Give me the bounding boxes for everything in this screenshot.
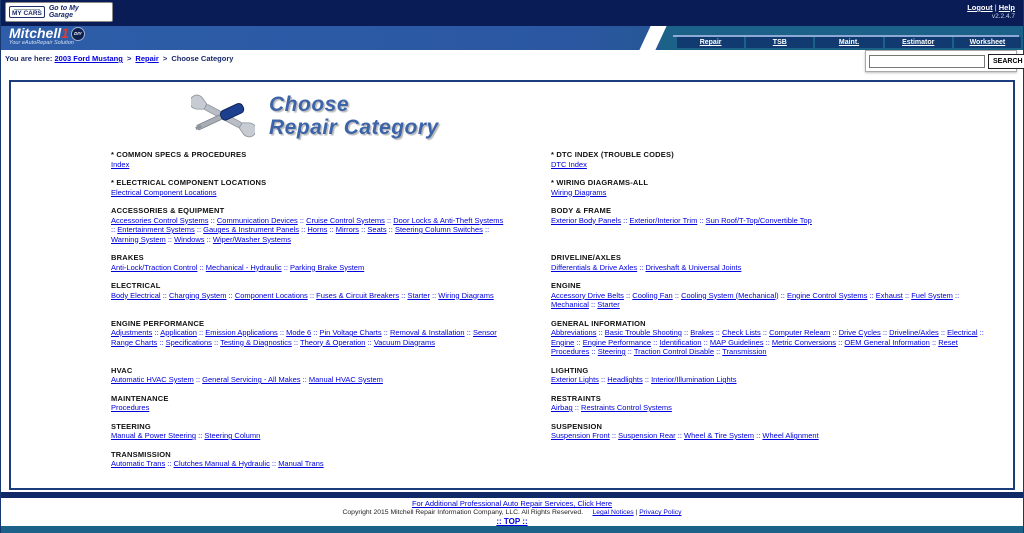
category-link[interactable]: Wheel Alignment [762, 431, 819, 440]
category-link[interactable]: Pin Voltage Charts [319, 328, 382, 337]
top-link[interactable]: :: TOP :: [496, 517, 528, 526]
link-separator: :: [211, 337, 221, 347]
link-separator: :: [165, 234, 175, 244]
category-link[interactable]: General Servicing - All Makes [202, 375, 301, 384]
category-links [551, 188, 997, 198]
category-section [551, 178, 997, 197]
link-separator: :: [938, 328, 948, 337]
category-title: MAINTENANCE [111, 393, 169, 403]
category-title: ENGINE PERFORMANCE [111, 318, 205, 328]
category-link[interactable]: Parking Brake System [290, 262, 365, 272]
link-separator: :: [193, 375, 203, 384]
link-separator: :: [297, 215, 307, 225]
additional-services-link[interactable]: For Additional Professional Auto Repair Services, Click Here [411, 499, 613, 508]
category-section [551, 394, 997, 413]
category-link[interactable]: Engine Control Systems [786, 290, 868, 300]
category-link[interactable]: Engine Performance [582, 337, 652, 347]
link-separator: :: [226, 290, 235, 300]
category-link[interactable]: MAP Guidelines [709, 337, 764, 347]
category-link[interactable]: Wiring Diagrams [438, 290, 494, 300]
category-title: SUSPENSION [551, 421, 603, 431]
link-separator: :: [311, 328, 320, 337]
link-separator: :: [429, 290, 439, 300]
category-link[interactable]: Reset Procedures [551, 337, 958, 356]
category-link[interactable]: Clutches Manual & Hydraulic [173, 459, 270, 468]
category-section [551, 366, 997, 385]
link-separator: :: [754, 431, 763, 440]
search-panel [865, 50, 1023, 72]
breadcrumb-current: Choose Category [171, 54, 234, 63]
category-link[interactable]: Procedures [111, 403, 150, 412]
my-cars-plate-icon [9, 6, 45, 18]
category-title: ENGINE [551, 281, 581, 290]
category-link[interactable]: Sun Roof/T-Top/Convertible Top [705, 215, 812, 225]
category-link[interactable]: Airbag [551, 403, 573, 412]
brand-one: 1 [61, 25, 69, 41]
category-link[interactable]: Theory & Operation [300, 337, 366, 347]
link-separator: :: [675, 431, 685, 440]
category-link[interactable]: Manual & Power Steering [111, 431, 197, 440]
category-links [111, 328, 509, 347]
category-link[interactable]: Adjustments [111, 328, 153, 337]
link-separator: :: [977, 328, 984, 337]
category-link[interactable]: Transmission [722, 347, 767, 356]
link-separator: :: [902, 290, 912, 300]
link-separator: :: [760, 328, 770, 337]
category-link[interactable]: Abbreviations [551, 328, 597, 337]
category-title: DRIVELINE/AXLES [551, 253, 622, 262]
category-link[interactable]: Interior/Illumination Lights [651, 375, 737, 384]
category-section [551, 281, 997, 310]
link-separator: :: [672, 290, 682, 300]
category-title: ACCESSORIES & EQUIPMENT [111, 206, 225, 215]
sub-header-row [1, 50, 1023, 78]
link-separator: :: [365, 337, 374, 347]
tab-strip [659, 26, 1023, 50]
link-separator: :: [197, 262, 206, 272]
top-bar [1, 0, 1023, 26]
category-links [551, 160, 997, 170]
link-separator: :: [157, 337, 166, 347]
category-link[interactable]: Basic Trouble Shooting [604, 328, 682, 337]
category-link[interactable]: Mode 6 [286, 328, 312, 337]
crossed-tools-icon [191, 91, 255, 141]
breadcrumb-repair-link[interactable]: Repair [135, 54, 159, 63]
tab-estimator[interactable]: Estimator [885, 37, 952, 48]
category-link[interactable]: Check Lists [721, 328, 761, 337]
help-link[interactable]: Help [998, 3, 1015, 12]
category-section [111, 319, 509, 357]
category-link[interactable]: Entertainment Systems [117, 225, 195, 234]
category-link[interactable]: Wheel & Tire System [684, 431, 755, 440]
tab-worksheet[interactable]: Worksheet [954, 37, 1021, 48]
link-separator: :: [464, 328, 473, 337]
category-links [111, 263, 509, 273]
category-link[interactable]: Mechanical - Hydraulic [205, 262, 282, 272]
category-link[interactable]: Seats [367, 225, 387, 234]
category-link[interactable]: Wiper/Washer Systems [212, 234, 291, 244]
link-separator: :: [778, 290, 787, 300]
link-separator: :: [194, 225, 204, 234]
category-section [111, 366, 509, 385]
category-link[interactable]: Body Electrical [111, 290, 161, 300]
category-links [551, 263, 997, 273]
link-separator: :: [714, 347, 723, 356]
main-panel [9, 80, 1015, 490]
category-grid [11, 146, 1013, 478]
category-link[interactable]: Index [111, 159, 130, 169]
copyright-text: Copyright 2015 Mitchell Repair Information Company, LLC. All Rights Reserved. [342, 509, 584, 516]
category-link[interactable]: Windows [174, 234, 205, 244]
logo-bar [1, 26, 1023, 50]
category-link[interactable]: Cruise Control Systems [306, 215, 385, 225]
category-link[interactable]: Manual Trans [278, 459, 324, 468]
link-separator: :: [621, 215, 630, 225]
link-separator: :: [625, 347, 634, 356]
category-link[interactable]: Brakes [690, 328, 714, 337]
category-links [111, 160, 509, 170]
link-separator: :: [152, 328, 161, 337]
link-separator: :: [836, 337, 845, 347]
category-link[interactable]: Manual HVAC System [308, 375, 383, 384]
link-separator: :: [277, 328, 287, 337]
category-links [551, 291, 997, 310]
diagonal-stripe [639, 26, 666, 50]
category-link[interactable]: Accessories Control Systems [111, 215, 209, 225]
category-link[interactable]: Computer Relearn [769, 328, 831, 337]
category-links [551, 431, 997, 441]
category-link[interactable]: Starter [597, 300, 620, 309]
link-separator: :: [697, 215, 706, 225]
category-links [551, 375, 997, 385]
category-link[interactable]: Steering Column Switches [394, 225, 483, 234]
category-link[interactable]: Exterior Body Panels [551, 215, 622, 225]
category-link[interactable]: Testing & Diagnostics [220, 337, 292, 347]
category-link[interactable]: Vacuum Diagrams [373, 337, 435, 347]
category-section [551, 319, 997, 357]
go-to-my-garage-button[interactable] [5, 2, 113, 22]
link-separator: :: [204, 234, 213, 244]
category-link[interactable]: Electrical [947, 328, 978, 337]
category-link[interactable]: Engine [551, 337, 575, 347]
category-link[interactable]: Steering Column [204, 431, 261, 440]
category-link[interactable]: Sensor Range Charts [111, 328, 497, 347]
category-title: BRAKES [111, 253, 144, 262]
category-link[interactable]: Metric Conversions [771, 337, 837, 347]
link-separator: :: [713, 328, 722, 337]
category-link[interactable]: Horns [307, 225, 328, 234]
link-separator: :: [867, 290, 876, 300]
category-links [111, 188, 509, 198]
category-link[interactable]: Drive Cycles [838, 328, 881, 337]
garage-label: Go to My Garage [48, 4, 79, 19]
breadcrumb-prefix: You are here: [5, 54, 53, 63]
category-title: HVAC [111, 365, 133, 375]
link-separator: :: [307, 290, 317, 300]
category-link[interactable]: Application [160, 328, 197, 337]
link-separator: :: [929, 337, 939, 347]
plate-text: MY CARS [12, 10, 42, 17]
link-separator: :: [651, 337, 660, 347]
category-section [111, 422, 509, 441]
link-separator: :: [384, 215, 394, 225]
category-link[interactable]: Accessory Drive Belts [551, 290, 624, 300]
title-block [191, 90, 1013, 142]
category-link[interactable]: Wiring Diagrams [551, 187, 607, 197]
link-separator: :: [359, 225, 368, 234]
category-link[interactable]: OEM General Information [844, 337, 930, 347]
category-links [551, 328, 997, 357]
link-separator: :: [589, 347, 598, 356]
category-section [111, 253, 509, 272]
link-separator: :: [880, 328, 890, 337]
link-separator: :: [399, 290, 408, 300]
link-separator: :: [208, 215, 217, 225]
category-link[interactable]: Removal & Installation [389, 328, 465, 337]
category-link[interactable]: DTC Index [551, 159, 587, 169]
brand-tagline: Your eAutoRepair Solution [9, 40, 74, 47]
search-input[interactable] [869, 55, 985, 68]
category-links [111, 216, 509, 245]
tab-repair[interactable]: Repair [677, 37, 744, 48]
link-divider: | [994, 3, 997, 12]
category-link[interactable]: Exterior/Interior Trim [629, 215, 698, 225]
category-link[interactable]: Starter [407, 290, 430, 300]
link-separator: :: [196, 328, 206, 337]
privacy-policy-link[interactable]: Privacy Policy [639, 509, 682, 516]
category-link[interactable]: Communication Devices [216, 215, 298, 225]
footer [1, 498, 1023, 526]
link-separator: :: [160, 290, 169, 300]
link-separator: :: [196, 431, 205, 440]
tab-maint[interactable]: Maint. [815, 37, 882, 48]
category-link[interactable]: Emission Applications [205, 328, 278, 337]
category-link[interactable]: Steering [597, 347, 626, 356]
breadcrumb-separator: > [162, 54, 168, 63]
logout-link[interactable]: Logout [967, 3, 993, 12]
category-section [111, 150, 509, 169]
category-links [111, 291, 509, 301]
category-link[interactable]: Cooling System (Mechanical) [681, 290, 779, 300]
link-separator: :: [609, 431, 619, 440]
category-link[interactable]: Suspension Front [551, 431, 610, 440]
link-separator: :: [482, 225, 490, 234]
search-button[interactable]: SEARCH [988, 54, 1024, 69]
category-link[interactable]: Door Locks & Anti-Theft Systems [393, 215, 504, 225]
link-separator: :: [291, 337, 301, 347]
link-separator: :: [763, 337, 772, 347]
tab-tsb[interactable]: TSB [746, 37, 813, 48]
category-title: BODY & FRAME [551, 206, 612, 215]
link-separator: :: [588, 300, 598, 309]
diy-badge-icon: DIY [71, 27, 85, 41]
category-link[interactable]: Driveshaft & Universal Joints [645, 262, 742, 272]
category-link[interactable]: Identification [659, 337, 702, 347]
link-separator: :: [681, 328, 691, 337]
category-link[interactable]: Electrical Component Locations [111, 187, 217, 197]
category-section [551, 253, 997, 272]
link-separator: :: [642, 375, 652, 384]
link-separator: :: [701, 337, 710, 347]
category-link[interactable]: Automatic Trans [111, 459, 166, 468]
link-separator: :: [623, 290, 633, 300]
category-section [551, 150, 997, 169]
brand-name: Mitchell [9, 25, 62, 41]
category-title: * ELECTRICAL COMPONENT LOCATIONS [111, 178, 267, 187]
category-title: GENERAL INFORMATION [551, 318, 646, 328]
link-separator: :: [574, 337, 583, 347]
link-separator: :: [596, 328, 605, 337]
category-link[interactable]: Component Locations [234, 290, 308, 300]
category-link[interactable]: Charging System [168, 290, 227, 300]
category-section [551, 422, 997, 441]
category-section [551, 206, 997, 244]
category-link[interactable]: Traction Control Disable [633, 347, 715, 356]
link-separator: :: [281, 262, 290, 272]
breadcrumb-separator: > [126, 54, 132, 63]
category-title: * DTC INDEX (TROUBLE CODES) [551, 150, 674, 159]
category-title: TRANSMISSION [111, 449, 171, 459]
category-link[interactable]: Specifications [165, 337, 212, 347]
link-separator: :: [598, 375, 608, 384]
category-links [551, 216, 997, 226]
category-link[interactable]: Cooling Fan [632, 290, 673, 300]
category-link[interactable]: Anti-Lock/Traction Control [111, 262, 198, 272]
legal-notices-link[interactable]: Legal Notices [592, 509, 634, 516]
category-section [111, 281, 509, 310]
link-separator: :: [165, 459, 174, 468]
category-title: STEERING [111, 421, 151, 431]
category-link[interactable]: Automatic HVAC System [111, 375, 194, 384]
category-section [111, 450, 509, 469]
link-separator: :: [269, 459, 279, 468]
category-link[interactable]: Suspension Rear [618, 431, 676, 440]
category-title: * COMMON SPECS & PROCEDURES [111, 150, 247, 159]
link-separator: :: [830, 328, 839, 337]
link-separator: :: [327, 225, 336, 234]
link-separator: :: [300, 375, 309, 384]
category-links [111, 403, 509, 413]
category-link[interactable]: Exterior Lights [551, 375, 599, 384]
category-link[interactable]: Warning System [111, 234, 166, 244]
link-separator: :: [952, 290, 960, 300]
category-link[interactable]: Fuses & Circuit Breakers [316, 290, 400, 300]
link-separator: :: [381, 328, 390, 337]
link-separator: :: [299, 225, 308, 234]
top-right-links [967, 3, 1015, 20]
category-section [551, 450, 997, 469]
category-links [111, 459, 509, 469]
bottom-teal-bar [1, 526, 1023, 533]
category-section [111, 394, 509, 413]
category-section [111, 206, 509, 244]
category-title: RESTRAINTS [551, 393, 601, 403]
category-link[interactable]: Driveline/Axles [889, 328, 939, 337]
category-link[interactable]: Gauges & Instrument Panels [203, 225, 300, 234]
category-links [551, 403, 997, 413]
category-title: * WIRING DIAGRAMS-ALL [551, 178, 649, 187]
link-separator: :: [111, 225, 118, 234]
breadcrumb-vehicle-link[interactable]: 2003 Ford Mustang [54, 54, 123, 63]
footer-divider: | [635, 509, 638, 516]
category-link[interactable]: Mirrors [335, 225, 360, 234]
category-title: ELECTRICAL [111, 281, 161, 290]
category-links [111, 431, 509, 441]
category-link[interactable]: Exhaust [875, 290, 903, 300]
mitchell1-logo [9, 26, 85, 46]
category-section [111, 178, 509, 197]
breadcrumb [5, 54, 233, 63]
page-title: Choose Repair Category [269, 93, 439, 139]
link-separator: :: [637, 262, 646, 272]
category-link[interactable]: Mechanical [551, 300, 589, 309]
version-label: v2.2.4.7 [991, 13, 1015, 20]
tab-bar [677, 37, 1021, 48]
category-link[interactable]: Headlights [607, 375, 643, 384]
category-title: LIGHTING [551, 365, 589, 375]
link-separator: :: [386, 225, 395, 234]
category-link[interactable]: Fuel System [911, 290, 953, 300]
category-links [111, 375, 509, 385]
category-link[interactable]: Restraints Control Systems [581, 403, 672, 412]
category-link[interactable]: Differentials & Drive Axles [551, 262, 638, 272]
link-separator: :: [572, 403, 582, 412]
